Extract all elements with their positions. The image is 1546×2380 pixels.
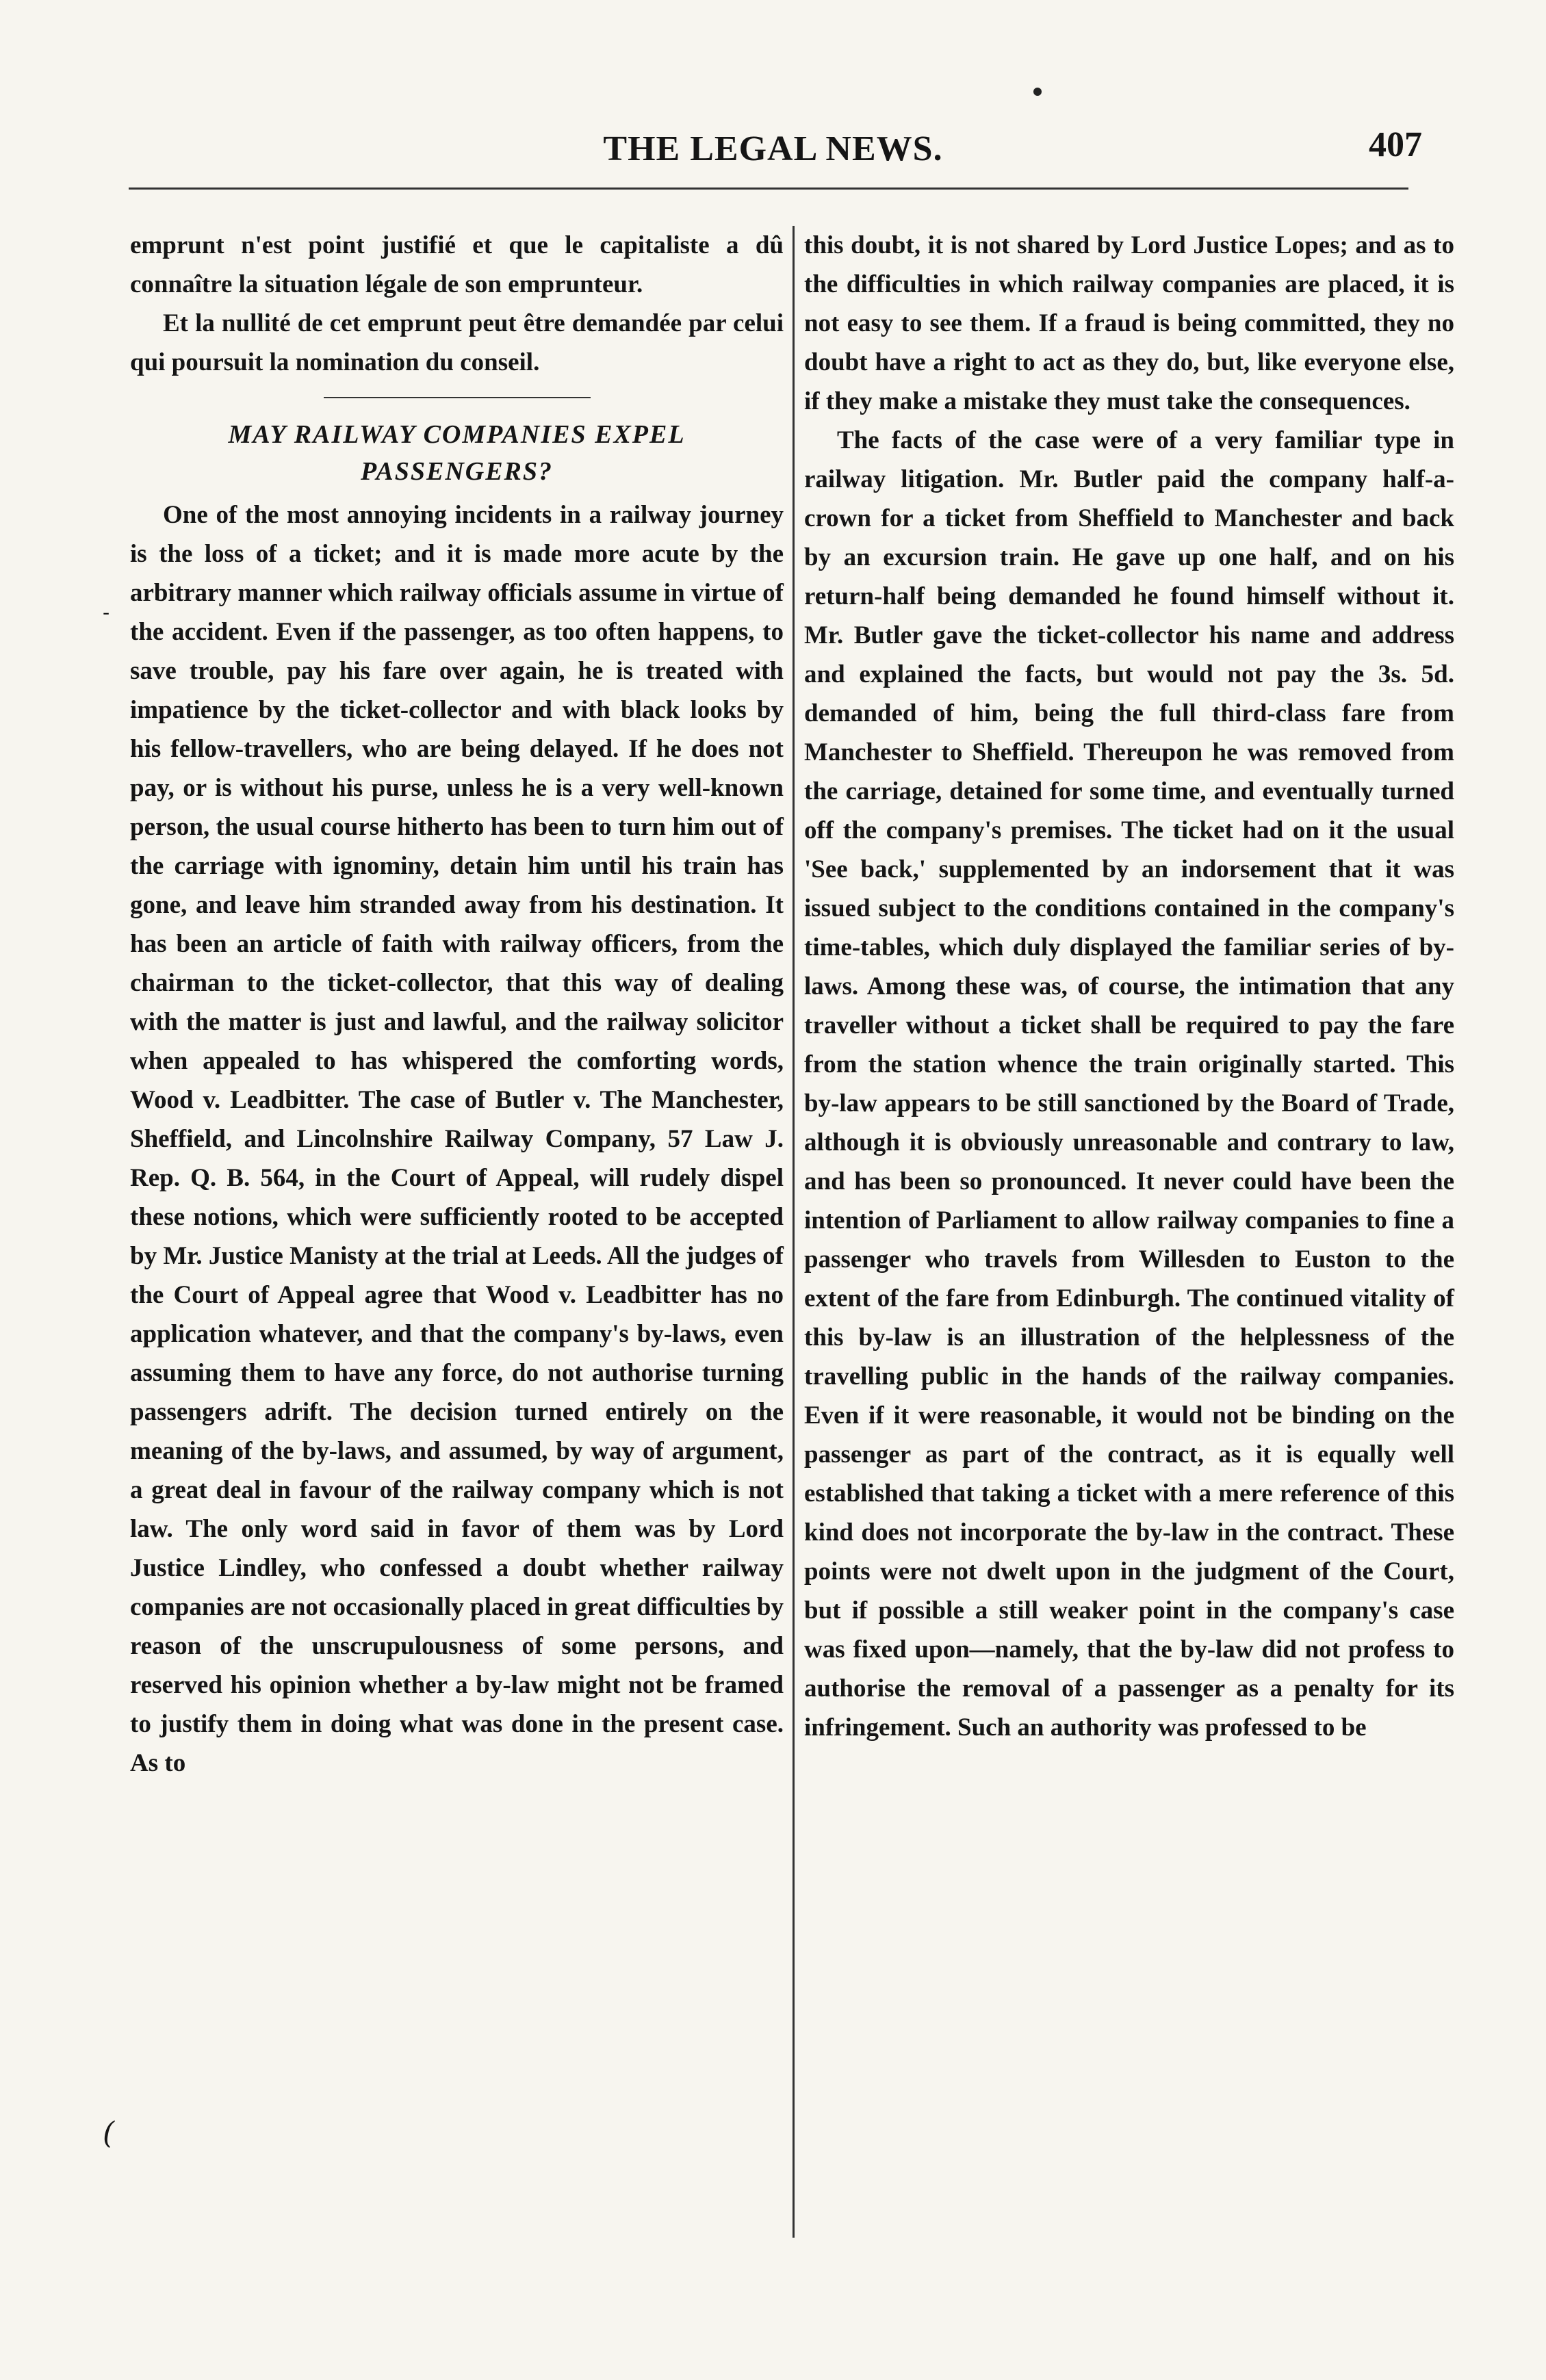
margin-bracket: ( — [103, 2116, 115, 2151]
intro-paragraph-2: Et la nullité de cet emprunt peut être demandée par celui qui poursuit la nomination du conseil. — [130, 309, 784, 376]
right-paragraph-2: The facts of the case were of a very familiar type in railway litigation. Mr. Butler paid the company half-a-crown for a ticket from Sheffield to Manchester and back by an excursion train. He gave up one half, and on his return-half being demanded he found himself without it. Mr. Butler gave the ticket-collector his name and address and explained the facts, but would not pay the 3s. 5d. demanded of him, being the full third-class fare from Manchester to Sheffield. Thereupon he was removed from the carriage, detained for some time, and eventually turned off the company's premises. The ticket had on it the usual 'See back,' supplemented by an indorsement that it was issued subject to the conditions contained in the company's time-tables, which duly displayed the familiar series of by-laws. Among these was, of course, the intimation that any traveller without a ticket shall be required to pay the fare from the station whence the train originally started. This by-law appears to be still sanctioned by the Board of Trade, although it is obviously unreasonable and contrary to law, and has been so pronounced. It never could have been the intention of Parliament to allow railway companies to fine a passenger who travels from Willesden to Euston to the extent of the fare from Edinburgh. The continued vitality of this by-law is an illustration of the helplessness of the travelling public in the hands of the railway companies. Even if it were reasonable, it would not be binding on the passenger as part of the contract, as it is equally well established that taking a ticket with a mere reference of this kind does not incorporate the by-law in the contract. These points were not dwelt upon in the judgment of the Court, but if possible a still weaker point in the company's case was fixed upon—namely, that the by-law did not profess to authorise the removal of a passenger as a penalty for its infringement. Such an authority was professed to be — [804, 426, 1454, 1742]
ink-dot — [1033, 88, 1042, 96]
column-divider — [793, 226, 795, 2238]
margin-dash: - — [103, 601, 110, 625]
right-column — [804, 226, 1454, 1747]
article-paragraph: One of the most annoying incidents in a railway journey is the loss of a ticket; and it is made more acute by the arbitrary manner which railway officials assume in virtue of the accident. Even if the passenger, as too often happens, to save trouble, pay his fare over again, he is treated with impatience by the ticket-collector and with black looks by his fellow-travellers, who are being delayed. If he does not pay, or is without his purse, unless he is a very well-known person, the usual course hitherto has been to turn him out of the carriage with ignominy, detain him until his train has gone, and leave him stranded away from his destination. It has been an article of faith with railway officers, from the chairman to the ticket-collector, that this way of dealing with the matter is just and lawful, and the railway solicitor when appealed to has whispered the comforting words, Wood v. Leadbitter. The case of Butler v. The Manchester, Sheffield, and Lincolnshire Railway Company, 57 Law J. Rep. Q. B. 564, in the Court of Appeal, will rudely dispel these notions, which were sufficiently rooted to be accepted by Mr. Justice Manisty at the trial at Leeds. All the judges of the Court of Appeal agree that Wood v. Leadbitter has no application whatever, and that the company's by-laws, even assuming them to have any force, do not authorise turning passengers adrift. The decision turned entirely on the meaning of the by-laws, and assumed, by way of argument, a great deal in favour of the railway company which is not law. The only word said in favor of them was by Lord Justice Lindley, who confessed a doubt whether railway companies are not occasionally placed in great difficulties by reason of the unscrupulousness of some persons, and reserved his opinion whether a by-law might not be framed to justify them in doing what was done in the present case. As to — [130, 501, 784, 1777]
right-paragraph-1: this doubt, it is not shared by Lord Justice Lopes; and as to the difficulties in which railway companies are placed, it is not easy to see them. If a fraud is being committed, they no doubt have a right to act as they do, but, like everyone else, if they make a mistake they must take the consequences. — [804, 231, 1454, 415]
section-rule — [324, 397, 591, 398]
header-rule — [129, 187, 1408, 190]
left-column — [130, 226, 784, 1783]
page-title: THE LEGAL NEWS. — [603, 129, 943, 168]
intro-paragraph-1: emprunt n'est point justifié et que le capitaliste a dû connaître la situation légale de son emprunteur. — [130, 231, 784, 298]
article-heading: MAY RAILWAY COMPANIES EXPEL PASSENGERS? — [228, 420, 686, 486]
page-number: 407 — [1369, 125, 1422, 164]
